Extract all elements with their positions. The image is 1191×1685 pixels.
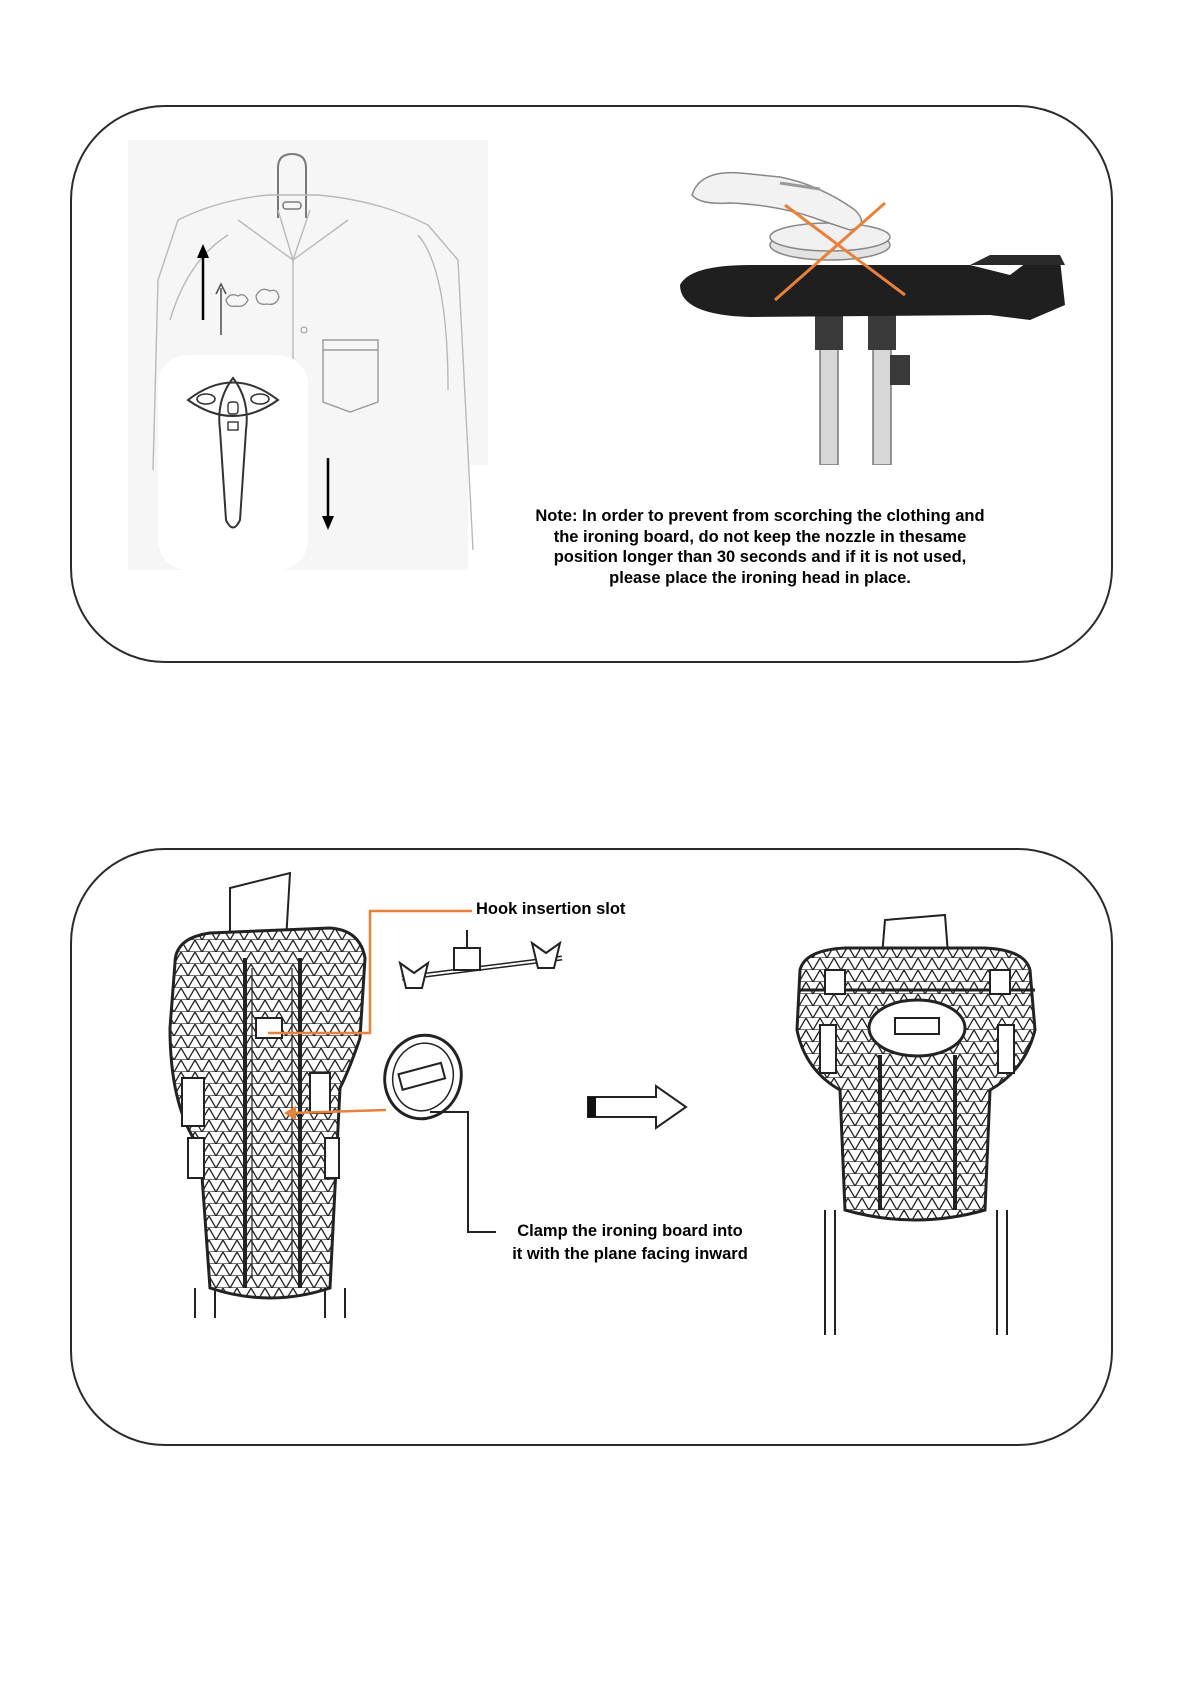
clamp-line-2: it with the plane facing inward: [512, 1245, 748, 1263]
clamp-line-1: Clamp the ironing board into: [517, 1222, 743, 1240]
note-line-4: please place the ironing head in place.: [609, 568, 911, 587]
note-line-1: Note: In order to prevent from scorching the clothing and: [535, 507, 985, 525]
hook-insertion-slot-label: Hook insertion slot: [476, 900, 626, 918]
note-line-3: position longer than 30 seconds and if it is not used,: [553, 548, 967, 566]
clamp-instruction-label: [496, 1220, 764, 1266]
note-line-2: the ironing board, do not keep the nozzle in thesame: [553, 527, 967, 546]
